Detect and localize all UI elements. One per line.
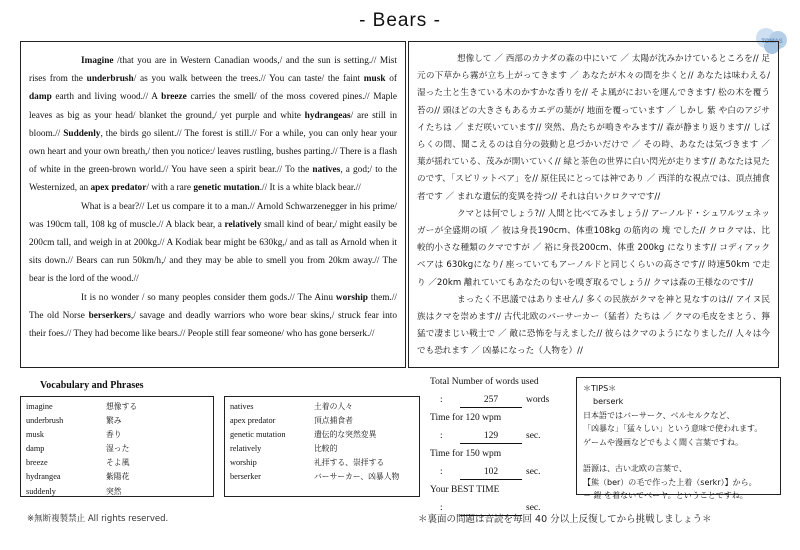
vocab-term: worship xyxy=(335,292,368,303)
passage-text: carries the smell/ of the moss covered pines.// Maple leaves as big as your head/ blanket the ground,/ yet purple and white xyxy=(29,92,398,121)
vocab-term: Imagine xyxy=(81,56,114,66)
vocab-meaning: 繁み xyxy=(106,416,122,426)
vocab-word: natives xyxy=(230,402,254,411)
tips-line: ゲームや漫画などでもよく聞く言葉ですね。 xyxy=(583,437,743,447)
vocab-row xyxy=(21,470,213,484)
vocab-word: damp xyxy=(26,444,45,454)
logo-text: TOMAS xyxy=(761,39,783,45)
colon: : xyxy=(440,467,443,477)
vocab-word: relatively xyxy=(230,444,262,454)
japanese-paragraph: クマとは何でしょう?// 人間と比べてみましょう// アーノルド・シュワルツェネッガーが全盛期の頃 ／ 彼は身長190cm、体重108kg の筋肉の 塊 でした// クロクマは、比較的小さな種類のクマですが ／ 裕に身長200cm、体重 200kg になります// コディアックベアは 630kgになり/ 座っていてもアーノルドと同じくらいの高さです// 時速50km で走り ／20km 離れていてもあなたの匂いを嗅ぎ取るでしょう// クマは森の王様なのです// xyxy=(417,208,770,288)
time-150-value: 102 xyxy=(460,465,522,480)
japanese-passage xyxy=(409,42,778,361)
english-paragraph xyxy=(29,52,397,198)
vocab-row xyxy=(225,400,419,414)
vocab-table-left xyxy=(20,396,214,497)
vocab-row xyxy=(21,400,213,414)
vocab-heading: Vocabulary and Phrases xyxy=(40,380,144,391)
tips-line: 語源は、古い北欧の言葉で、 xyxy=(583,464,687,474)
sec-unit: sec. xyxy=(526,503,541,513)
time-120-label: Time for 120 wpm xyxy=(430,413,502,423)
tips-box xyxy=(576,377,781,501)
vocab-row xyxy=(225,470,419,484)
vocab-meaning: 想像する xyxy=(106,402,138,411)
vocab-word: underbrush xyxy=(26,416,64,426)
passage-text: of xyxy=(385,74,397,85)
tips-line: 「凶暴な」「猛々しい」という意味で使われます。 xyxy=(583,424,763,434)
passage-text: , the birds go silent.// The forest is still.// For a while, you can only hear your own heart and your own breath,/ then you notice:/ leaves rustling, bushes parting.// There is a flash of white in the green-brown world.// You have seen a spirit bear.// To the xyxy=(29,128,398,176)
english-paragraph xyxy=(29,198,397,289)
time-120-row xyxy=(430,425,570,447)
english-paragraph xyxy=(29,289,397,344)
japanese-text-panel xyxy=(408,41,779,368)
vocab-term: hydrangeas xyxy=(304,110,351,121)
passage-text: It is no wonder / so many peoples consider them gods.// The Ainu xyxy=(81,292,336,303)
vocab-meaning: 頂点捕食者 xyxy=(314,416,353,426)
vocab-word: breeze xyxy=(26,458,48,468)
vocab-row xyxy=(225,456,419,470)
vocab-term: underbrush xyxy=(86,74,134,85)
total-words-row xyxy=(430,389,570,411)
time-150-row xyxy=(430,461,570,483)
vocab-term: genetic mutation xyxy=(193,183,260,194)
practice-notice: ＊裏面の問題は音読を毎回 40 分以上反復してから挑戦しましょう＊ xyxy=(418,514,712,525)
page-title: - Bears - xyxy=(359,10,441,31)
japanese-paragraph: 想像して ／ 西部のカナダの森の中にいて ／ 太陽が沈みかけているところを// 足元の下草から霧が立ち上がってきます ／ あなたが木々の間を歩くと// あなたは味わえる/ 湿った土と生きている木のかすかな香りを// そよ風がにおいを運んできます/ 松の木を覆う苔の// 頭ほどの大きさもあるカエデの葉が/ 地面を覆っています ／ しかし 紫 や白のアジサイたちは ／ まだ咲いています// 突然、鳥たちが鳴きやみます// 森が静まり返ります// しばらくの間、聞こえるのは自分の鼓動と息づかいだけで ／ その時、あなたは気づきます ／ 葉が揺れている、茂みが開いていく// 緑と茶色の世界に白い閃光が走ります// あなたは見たのです、「スピリットベア」を// 原住民にとっては神であり ／ 西洋的な視点では、頂点捕食者です ／ まれな遺伝的変異を持つ// それは白いクロクマです// xyxy=(417,54,770,202)
vocab-word: imagine xyxy=(26,402,53,411)
vocab-meaning: 香り xyxy=(106,430,122,440)
vocab-term: berserkers xyxy=(88,310,131,321)
vocab-meaning: 土着の人々 xyxy=(314,402,353,411)
passage-text: earth and living wood.// A xyxy=(51,92,162,103)
vocab-term: relatively xyxy=(224,219,262,230)
vocab-term: Suddenly xyxy=(63,128,101,139)
vocab-word: musk xyxy=(26,430,44,440)
vocab-word: worship xyxy=(230,458,257,468)
passage-text: small kind of bear,/ might easily be 200cm tall, and weigh in at 200kg.// A Kodiak bear might be 630kg,/ and as tall as Arnold when it sits down.// Bears can run 50km/h,/ and they may be able to smell you from 20km away.// The bear is the lord of the wood.// xyxy=(29,219,398,285)
tips-word: berserk xyxy=(593,397,624,407)
vocab-meaning: 湿った xyxy=(106,444,130,454)
vocab-term: musk xyxy=(363,74,386,85)
vocab-term: breeze xyxy=(161,92,187,103)
vocab-word: apex predator xyxy=(230,416,276,426)
english-passage xyxy=(21,42,405,343)
total-words-label: Total Number of words used xyxy=(430,377,539,387)
word-count-section xyxy=(430,375,570,519)
vocab-meaning: 比較的 xyxy=(314,444,338,454)
sec-unit: sec. xyxy=(526,467,541,477)
vocab-word: berserker xyxy=(230,472,261,482)
vocab-row xyxy=(21,428,213,442)
passage-text: , a god;/ to the Westernized, an xyxy=(29,165,397,194)
vocab-meaning: 紫陽花 xyxy=(106,472,130,482)
vocab-word: suddenly xyxy=(26,486,56,496)
best-time-label: Your BEST TIME xyxy=(430,485,500,495)
passage-text: / with a rare xyxy=(146,183,194,194)
vocab-table-right xyxy=(224,396,420,497)
tips-line: 日本語ではバーサーク、ベルセルクなど、 xyxy=(583,410,735,420)
vocab-row xyxy=(225,414,419,428)
tips-line: ＝ 鎧 を着ないでベーヤ。ということですね。 xyxy=(583,491,748,501)
passage-text: .// It is a white black bear.// xyxy=(259,183,361,194)
vocab-term: damp xyxy=(29,92,52,103)
passage-text: them.// The old Norse xyxy=(29,292,397,321)
vocab-meaning: そよ風 xyxy=(106,458,130,468)
vocab-row xyxy=(21,456,213,470)
vocab-meaning: 遺伝的な突然変異 xyxy=(314,430,377,440)
vocab-row xyxy=(21,442,213,456)
english-text-panel xyxy=(20,41,406,368)
passage-text: /that you are in Western Canadian woods,/ and the sun is setting.// Mist rises from the xyxy=(29,56,397,85)
colon: : xyxy=(440,431,443,441)
passage-text: / as you walk between the trees.// You can taste/ the faint xyxy=(133,74,364,85)
vocab-term: apex predator xyxy=(90,183,147,194)
vocab-meaning: 礼拝する、崇拝する xyxy=(314,458,385,468)
sec-unit: sec. xyxy=(526,431,541,441)
colon: : xyxy=(440,395,443,405)
japanese-paragraph: まったく不思議ではありません/ 多くの民族がクマを神と見なすのは// アイヌ民族はクマを崇めます// 古代北欧のバーサーカー（猛者）たちは ／ クマの毛皮をまとう、獰猛で凄まじい戦士で ／ 敵に恐怖を与えました// 彼らはクマのようになりました// 人々は今でも恐れます ／ 凶暴になった（人物を）// xyxy=(417,294,770,357)
vocab-term: natives xyxy=(312,165,341,176)
total-words-value: 257 xyxy=(460,393,522,408)
vocab-row xyxy=(225,442,419,456)
passage-text: / are still in bloom.// xyxy=(29,110,397,139)
colon: : xyxy=(440,503,443,513)
words-unit: words xyxy=(526,395,550,405)
copyright: ※無断複製禁止 All rights reserved. xyxy=(27,514,169,524)
vocab-word: hydrangea xyxy=(26,472,61,482)
vocab-word: genetic mutation xyxy=(230,430,286,440)
vocab-row xyxy=(21,414,213,428)
passage-text: ,/ savage and deadly warriors who wore bear skins,/ struck fear into their foes.// They had become like bears.// People still fear someone/ who has gone berserk.// xyxy=(29,310,397,340)
passage-text: What is a bear?// Let us compare it to a man.// Arnold Schwarzenegger in his prime/ was 190cm tall, 108 kg of muscle.// A black bear, a xyxy=(29,201,397,230)
vocab-meaning: 突然 xyxy=(106,486,122,496)
tips-title: ＊TIPS＊ xyxy=(583,384,617,393)
tips-lines xyxy=(583,409,774,503)
tips-line xyxy=(583,449,774,462)
time-120-value: 129 xyxy=(460,429,522,444)
vocab-row xyxy=(21,485,213,499)
vocab-meaning: バーサーカー、凶暴人物 xyxy=(314,472,400,482)
tips-line: 【熊（ber）の毛で作った上着（serkr）】から。 xyxy=(583,477,757,487)
vocab-row xyxy=(225,428,419,442)
time-150-label: Time for 150 wpm xyxy=(430,449,502,459)
